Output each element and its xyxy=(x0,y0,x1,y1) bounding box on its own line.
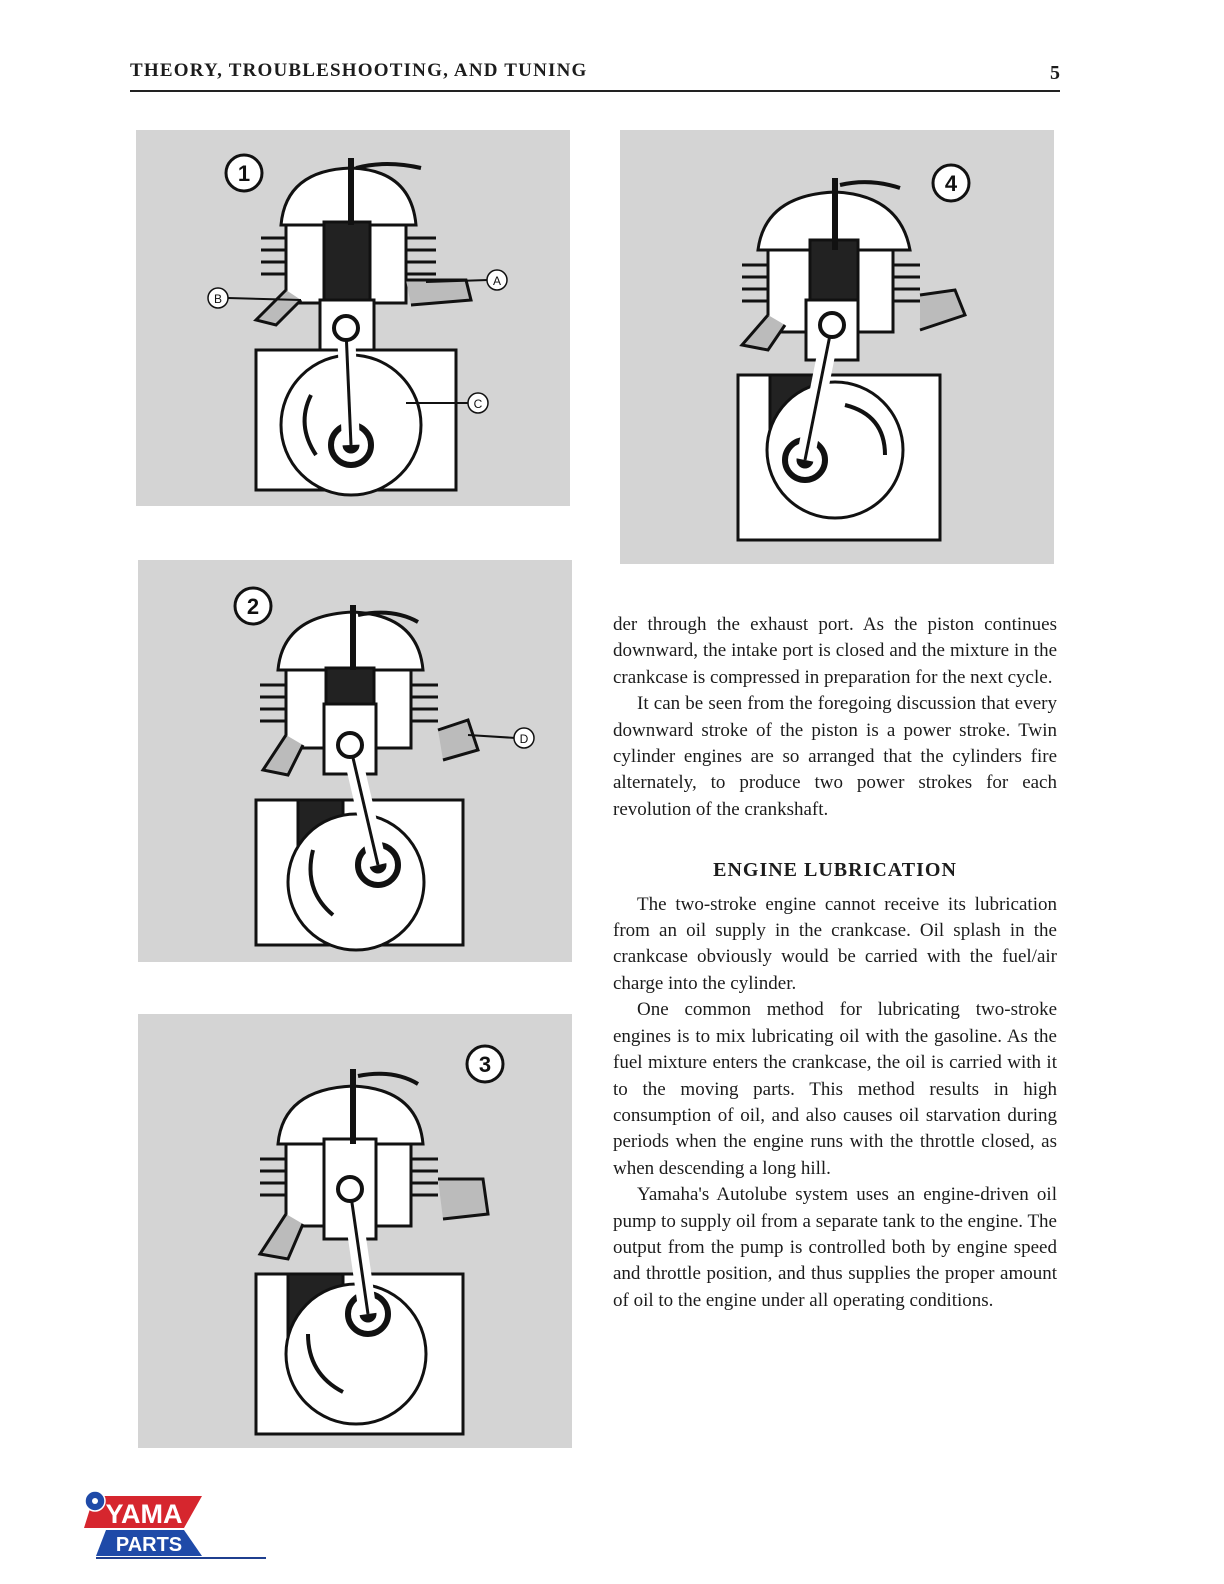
figure-number-circle xyxy=(467,1046,503,1082)
paragraph-continued: der through the exhaust port. As the piston continues downward, the intake port is closed and the mixture in the crankcase is compressed in preparation for the next cycle. xyxy=(613,614,1057,688)
callout-label: D xyxy=(519,732,529,746)
callout-a xyxy=(487,270,507,290)
figure-2-engine-cutaway xyxy=(138,560,572,962)
callout-label: B xyxy=(213,292,223,306)
body-text-column xyxy=(613,612,1057,1314)
figure-3-engine-cutaway xyxy=(138,1014,572,1448)
engine-drawing xyxy=(256,605,478,950)
callout-c xyxy=(468,393,488,413)
logo-top-text: YAMA xyxy=(105,1499,183,1529)
page-number: 5 xyxy=(1050,62,1060,84)
logo-bottom-text: PARTS xyxy=(115,1534,183,1556)
figure-number-circle xyxy=(235,588,271,624)
paragraph-power-stroke: It can be seen from the foregoing discussion that every downward stroke of the piston is a power stroke. Twin cylinder engines are so arranged that the cylinders fire alternately, to produce two power strokes for each revolution of the crankshaft. xyxy=(613,693,1057,820)
callout-label: C xyxy=(473,397,483,411)
tuning-fork-emblem-icon xyxy=(85,1491,105,1511)
figure-number: 1 xyxy=(237,161,251,186)
figure-number: 4 xyxy=(944,171,958,196)
paragraph-lubrication-2: One common method for lubricating two-stroke engines is to mix lubricating oil with the gasoline. As the fuel mixture enters the crankcase, the oil is carried with it to the moving parts. This method results in high consumption of oil, and also causes oil starvation during periods when the engine runs with the throttle closed, as when descending a long hill. xyxy=(613,999,1057,1179)
callout-b xyxy=(208,288,228,308)
section-heading-engine-lubrication: ENGINE LUBRICATION xyxy=(713,859,957,882)
yamaha-parts-logo xyxy=(84,1490,268,1562)
paragraph-lubrication-3: Yamaha's Autolube system uses an engine-driven oil pump to supply oil from a separate tank to the engine. The output from the pump is controlled both by engine speed and throttle position, and thus supplies the proper amount of oil to the engine under all operating conditions. xyxy=(613,1184,1057,1311)
running-header xyxy=(130,58,1060,92)
paragraph-lubrication-1: The two-stroke engine cannot receive its lubrication from an oil supply in the crankcase. Oil splash in the crankcase obviously would be carried with the fuel/air charge into the cylinder. xyxy=(613,893,1057,994)
figure-number: 2 xyxy=(246,594,260,619)
callout-d xyxy=(514,728,534,748)
engine-drawing xyxy=(738,178,965,540)
figure-number-circle xyxy=(226,155,262,191)
engine-drawing xyxy=(256,1069,488,1434)
engine-drawing xyxy=(256,158,471,495)
callout-label: A xyxy=(492,274,502,288)
figure-number: 3 xyxy=(478,1052,492,1077)
figure-1-engine-cutaway xyxy=(136,130,570,506)
header-title: THEORY, TROUBLESHOOTING, AND TUNING xyxy=(130,60,588,81)
logo-underline xyxy=(96,1557,266,1559)
figure-number-circle xyxy=(933,165,969,201)
figure-4-engine-cutaway xyxy=(620,130,1054,564)
